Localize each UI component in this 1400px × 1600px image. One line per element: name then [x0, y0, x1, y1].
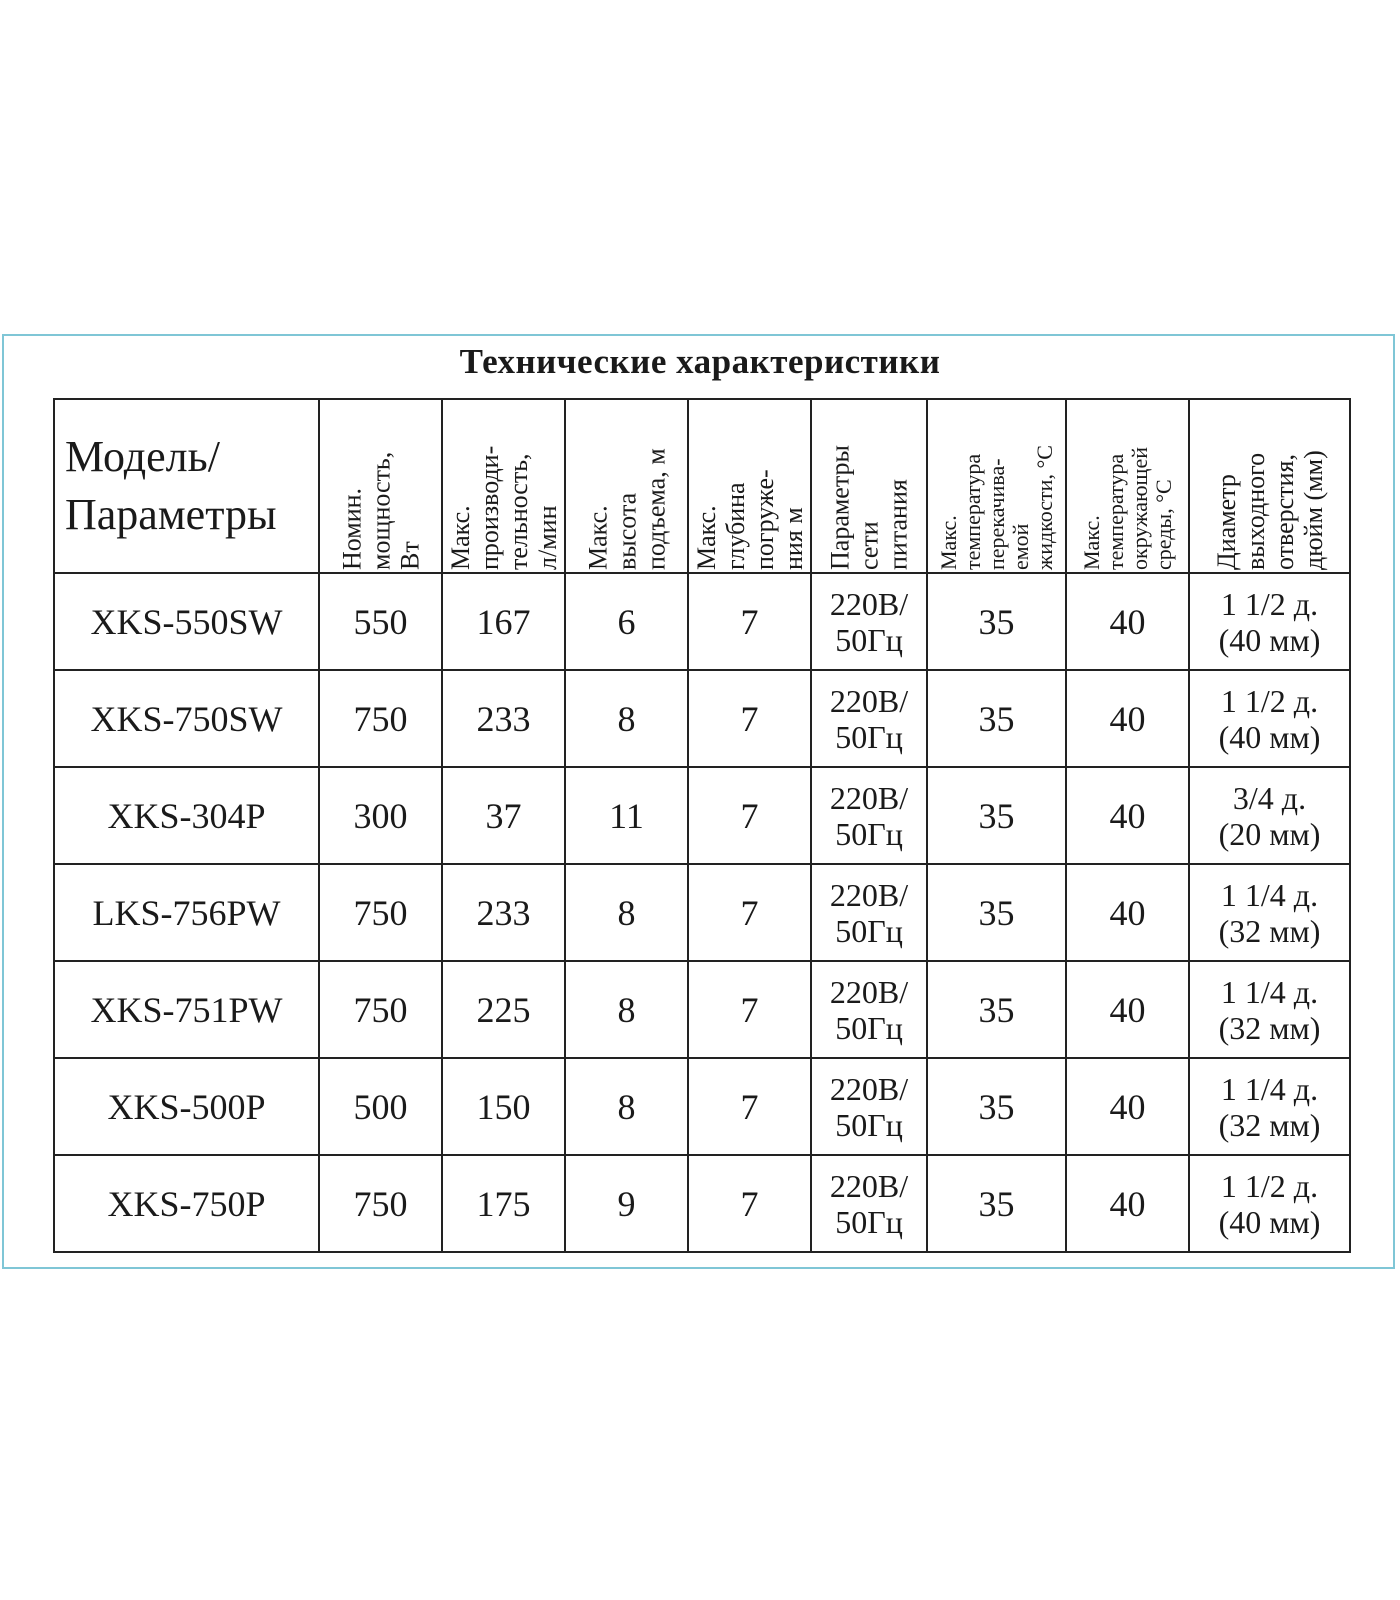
table-row: [54, 961, 1350, 1058]
mains-line-1: 220В/: [829, 682, 909, 719]
header-height-label: Макс. высота подъема, м: [583, 448, 670, 570]
mains-line-1: 220В/: [829, 585, 909, 622]
cell-power: 550: [319, 573, 442, 670]
diameter-line-2: (32 мм): [1218, 912, 1321, 949]
cell-height: 6: [565, 573, 688, 670]
cell-liquid-temp: 35: [927, 1058, 1066, 1155]
header-liquid-temp: [927, 399, 1066, 573]
cell-power: 750: [319, 1155, 442, 1252]
page-title: Технические характеристики: [459, 342, 941, 381]
table-row: [54, 1058, 1350, 1155]
cell-model: XKS-751PW: [54, 961, 319, 1058]
table-row: [54, 670, 1350, 767]
header-ambient-temp: [1066, 399, 1189, 573]
cell-power: 300: [319, 767, 442, 864]
cell-depth: 7: [688, 767, 811, 864]
header-mains-label: Параметры сети питания: [825, 445, 913, 570]
cell-ambient-temp: 40: [1066, 961, 1189, 1058]
cell-mains: [811, 961, 927, 1058]
diameter-line-1: 1 1/2 д.: [1220, 682, 1319, 719]
diameter-line-1: 3/4 д.: [1232, 779, 1307, 816]
cell-power: 750: [319, 961, 442, 1058]
cell-model: XKS-750P: [54, 1155, 319, 1252]
cell-height: 8: [565, 961, 688, 1058]
cell-liquid-temp: 35: [927, 864, 1066, 961]
header-model: [54, 399, 319, 573]
cell-model: XKS-750SW: [54, 670, 319, 767]
header-diameter: [1189, 399, 1350, 573]
mains-line-1: 220В/: [829, 876, 909, 913]
table-row: [54, 1155, 1350, 1252]
diameter-line-1: 1 1/2 д.: [1220, 585, 1319, 622]
cell-mains: [811, 1155, 927, 1252]
mains-line-1: 220В/: [829, 1070, 909, 1107]
header-flow-label: Макс. производи- тельность, л/мин: [445, 445, 562, 570]
cell-flow: 37: [442, 767, 565, 864]
cell-flow: 175: [442, 1155, 565, 1252]
table-row: [54, 864, 1350, 961]
header-depth-label: Макс. глубина погруже- ния м: [691, 469, 808, 570]
mains-line-2: 50Гц: [835, 718, 903, 755]
cell-depth: 7: [688, 961, 811, 1058]
cell-flow: 167: [442, 573, 565, 670]
cell-model: XKS-550SW: [54, 573, 319, 670]
cell-flow: 233: [442, 670, 565, 767]
cell-mains: [811, 864, 927, 961]
cell-diameter: [1189, 1058, 1350, 1155]
cell-liquid-temp: 35: [927, 961, 1066, 1058]
diameter-line-2: (40 мм): [1218, 621, 1321, 658]
cell-liquid-temp: 35: [927, 670, 1066, 767]
cell-depth: 7: [688, 670, 811, 767]
mains-line-2: 50Гц: [835, 912, 903, 949]
diameter-line-2: (32 мм): [1218, 1106, 1321, 1143]
cell-mains: [811, 767, 927, 864]
cell-diameter: [1189, 961, 1350, 1058]
diameter-line-2: (40 мм): [1218, 718, 1321, 755]
cell-height: 8: [565, 670, 688, 767]
diameter-line-1: 1 1/4 д.: [1220, 876, 1319, 913]
cell-height: 11: [565, 767, 688, 864]
header-flow: [442, 399, 565, 573]
mains-line-2: 50Гц: [835, 1203, 903, 1240]
cell-ambient-temp: 40: [1066, 1058, 1189, 1155]
diameter-line-1: 1 1/4 д.: [1220, 973, 1319, 1010]
mains-line-1: 220В/: [829, 1167, 909, 1204]
cell-model: XKS-304P: [54, 767, 319, 864]
cell-depth: 7: [688, 1155, 811, 1252]
mains-line-1: 220В/: [829, 779, 909, 816]
header-liquid-temp-label: Макс. температура перекачива- емой жидкости, °С: [935, 445, 1057, 570]
cell-depth: 7: [688, 1058, 811, 1155]
cell-ambient-temp: 40: [1066, 573, 1189, 670]
cell-ambient-temp: 40: [1066, 1155, 1189, 1252]
diameter-line-2: (20 мм): [1218, 815, 1321, 852]
header-height: [565, 399, 688, 573]
cell-model: XKS-500P: [54, 1058, 319, 1155]
cell-flow: 233: [442, 864, 565, 961]
header-depth: [688, 399, 811, 573]
diameter-line-2: (32 мм): [1218, 1009, 1321, 1046]
header-model-label: Модель/ Параметры: [65, 432, 277, 539]
cell-height: 8: [565, 1058, 688, 1155]
cell-height: 9: [565, 1155, 688, 1252]
cell-power: 750: [319, 670, 442, 767]
table-row: [54, 767, 1350, 864]
diameter-line-1: 1 1/2 д.: [1220, 1167, 1319, 1204]
mains-line-1: 220В/: [829, 973, 909, 1010]
cell-ambient-temp: 40: [1066, 767, 1189, 864]
cell-depth: 7: [688, 573, 811, 670]
cell-flow: 225: [442, 961, 565, 1058]
cell-model: LKS-756PW: [54, 864, 319, 961]
table-row: [54, 573, 1350, 670]
spec-table: [53, 398, 1351, 1253]
cell-diameter: [1189, 767, 1350, 864]
cell-mains: [811, 1058, 927, 1155]
cell-power: 500: [319, 1058, 442, 1155]
cell-liquid-temp: 35: [927, 767, 1066, 864]
cell-diameter: [1189, 1155, 1350, 1252]
header-row: [54, 399, 1350, 573]
header-power-label: Номин. мощность, Вт: [337, 451, 424, 570]
mains-line-2: 50Гц: [835, 621, 903, 658]
diameter-line-1: 1 1/4 д.: [1220, 1070, 1319, 1107]
mains-line-2: 50Гц: [835, 1106, 903, 1143]
cell-diameter: [1189, 670, 1350, 767]
header-diameter-label: Диаметр выходного отверстия, дюйм (мм): [1211, 450, 1328, 570]
cell-flow: 150: [442, 1058, 565, 1155]
cell-mains: [811, 573, 927, 670]
cell-liquid-temp: 35: [927, 1155, 1066, 1252]
diameter-line-2: (40 мм): [1218, 1203, 1321, 1240]
cell-height: 8: [565, 864, 688, 961]
cell-ambient-temp: 40: [1066, 864, 1189, 961]
cell-power: 750: [319, 864, 442, 961]
header-mains: [811, 399, 927, 573]
cell-diameter: [1189, 864, 1350, 961]
cell-diameter: [1189, 573, 1350, 670]
cell-depth: 7: [688, 864, 811, 961]
mains-line-2: 50Гц: [835, 1009, 903, 1046]
cell-liquid-temp: 35: [927, 573, 1066, 670]
header-power: [319, 399, 442, 573]
header-ambient-temp-label: Макс. температура окружающей среды, °С: [1078, 447, 1176, 570]
cell-ambient-temp: 40: [1066, 670, 1189, 767]
mains-line-2: 50Гц: [835, 815, 903, 852]
cell-mains: [811, 670, 927, 767]
